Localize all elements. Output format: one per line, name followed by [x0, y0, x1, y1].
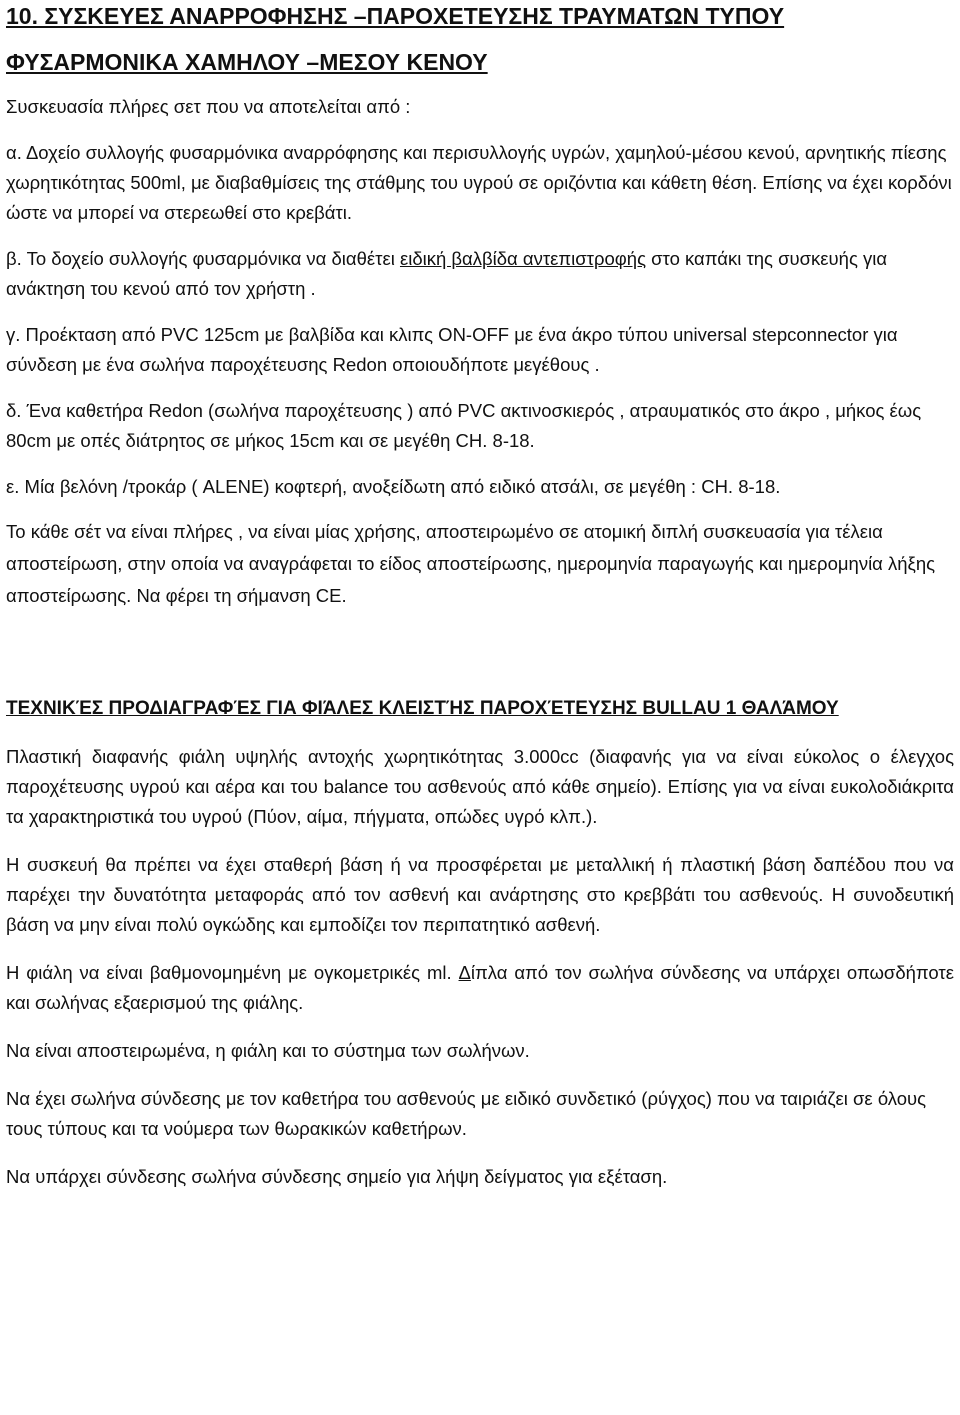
section2-paragraph-1: Πλαστική διαφανής φιάλη υψηλής αντοχής χωρητικότητας 3.000cc (διαφανής για να είναι εύκολος ο έλεγχος παροχέτευσης υγρού και αέρα και του balance του ασθενούς από κάθε σημείο). Επίσης για να είναι ευκολοδιάκριτα τα χαρακτηριστικά του υγρού (Πύον, αίμα, πήγματα, οπώδες υγρό κλπ.). [6, 746, 954, 827]
item-e: ε. Μία βελόνη /τροκάρ ( ALENE) κοφτερή, ανοξείδωτη από ειδικό ατσάλι, σε μεγέθη : CH. 8-18. [6, 476, 781, 497]
section1-intro: Συσκευασία πλήρες σετ που να αποτελείται από : [6, 96, 411, 117]
section2-heading: ΤΕΧΝΙΚΈΣ ΠΡΟΔΙΑΓΡΑΦΈΣ ΓΙΑ ΦΙΆΛΕΣ ΚΛΕΙΣΤΉΣ ΠΑΡΟΧΈΤΕΥΣΗΣ BULLAU 1 ΘΑΛΆΜΟΥ [6, 698, 839, 719]
section2-paragraph-2: Η συσκευή θα πρέπει να έχει σταθερή βάση ή να προσφέρεται με μεταλλική ή πλαστική βάση δαπέδου που να παρέχει την δυνατότητα μεταφοράς από τον ασθενή και ανάρτησης στο κρεββάτι του ασθενούς. Η συνοδευτική βάση να μην είναι πολύ ογκώδης και εμποδίζει τον περιπατητικό ασθενή. [6, 854, 954, 935]
item-b [6, 244, 954, 304]
section2-paragraph-3 [6, 958, 954, 1018]
section1-title-line2: ΦΥΣΑΡΜΟΝΙΚΑ ΧΑΜΗΛΟΥ –ΜΕΣΟΥ ΚΕΝΟΥ [6, 49, 488, 75]
item-d: δ. Ένα καθετήρα Redon (σωλήνα παροχέτευσης ) από PVC ακτινοσκιερός , ατραυματικός στο άκρο , μήκος έως 80cm με οπές διάτρητος σε μήκος 15cm και σε μεγέθη CH. 8-18. [6, 400, 922, 451]
section2-paragraph-4: Να είναι αποστειρωμένα, η φιάλη και το σύστημα των σωλήνων. [6, 1040, 530, 1061]
item-c: γ. Προέκταση από PVC 125cm με βαλβίδα και κλιπς ON-OFF με ένα άκρο τύπου universal stepconnector για σύνδεση με ένα σωλήνα παροχέτευσης Redon οποιουδήποτε μεγέθους . [6, 324, 898, 375]
item-b-underlined-text: ειδική βαλβίδα αντεπιστροφής [399, 248, 646, 269]
section2-paragraph-6: Να υπάρχει σύνδεσης σωλήνα σύνδεσης σημείο για λήψη δείγματος για εξέταση. [6, 1166, 668, 1187]
section1-closing: Το κάθε σέτ να είναι πλήρες , να είναι μίας χρήσης, αποστειρωμένο σε ατομική διπλή συσκευασία για τέλεια αποστείρωση, στην οποία να αναγράφεται το είδος αποστείρωσης, ημερομηνία παραγωγής και ημερομηνία λήξης αποστείρωσης. Να φέρει τη σήμανση CE. [6, 521, 936, 606]
item-b-text-start: β. Το δοχείο συλλογής φυσαρμόνικα να διαθέτει [6, 248, 400, 269]
section2-paragraph-5: Να έχει σωλήνα σύνδεσης με τον καθετήρα του ασθενούς με ειδικό συνδετικό (ρύγχος) που να ταιριάζει σε όλους τους τύπους και τα νούμερα των θωρακικών καθετήρων. [6, 1088, 927, 1139]
section2-paragraph-3-end: ίπλα από τον σωλήνα σύνδεσης να υπάρχει οπωσδήποτε και σωλήνας εξαερισμού της φιάλης. [6, 962, 954, 1013]
item-a: α. Δοχείο συλλογής φυσαρμόνικα αναρρόφησης και περισυλλογής υγρών, χαμηλού-μέσου κενού, αρνητικής πίεσης χωρητικότητας 500ml, με διαβαθμίσεις της στάθμης του υγρού σε οριζόντια και κάθετη θέση. Επίσης να έχει κορδόνι ώστε να μπορεί να στερεωθεί στο κρεβάτι. [6, 142, 952, 223]
item-b-text-end: στο καπάκι της συσκευής για ανάκτηση του κενού από τον χρήστη . [6, 248, 888, 299]
section1-title [6, 0, 954, 78]
section2-paragraph-3-start: Η φιάλη να είναι βαθμονομημένη με ογκομετρικές ml. [6, 962, 459, 983]
section1-title-line1: 10. ΣΥΣΚΕΥΕΣ ΑΝΑΡΡΟΦΗΣΗΣ –ΠΑΡΟΧΕΤΕΥΣΗΣ ΤΡΑΥΜΑΤΩΝ ΤΥΠΟΥ [6, 3, 785, 29]
section2-paragraph-3-underlined: Δ [458, 962, 471, 983]
